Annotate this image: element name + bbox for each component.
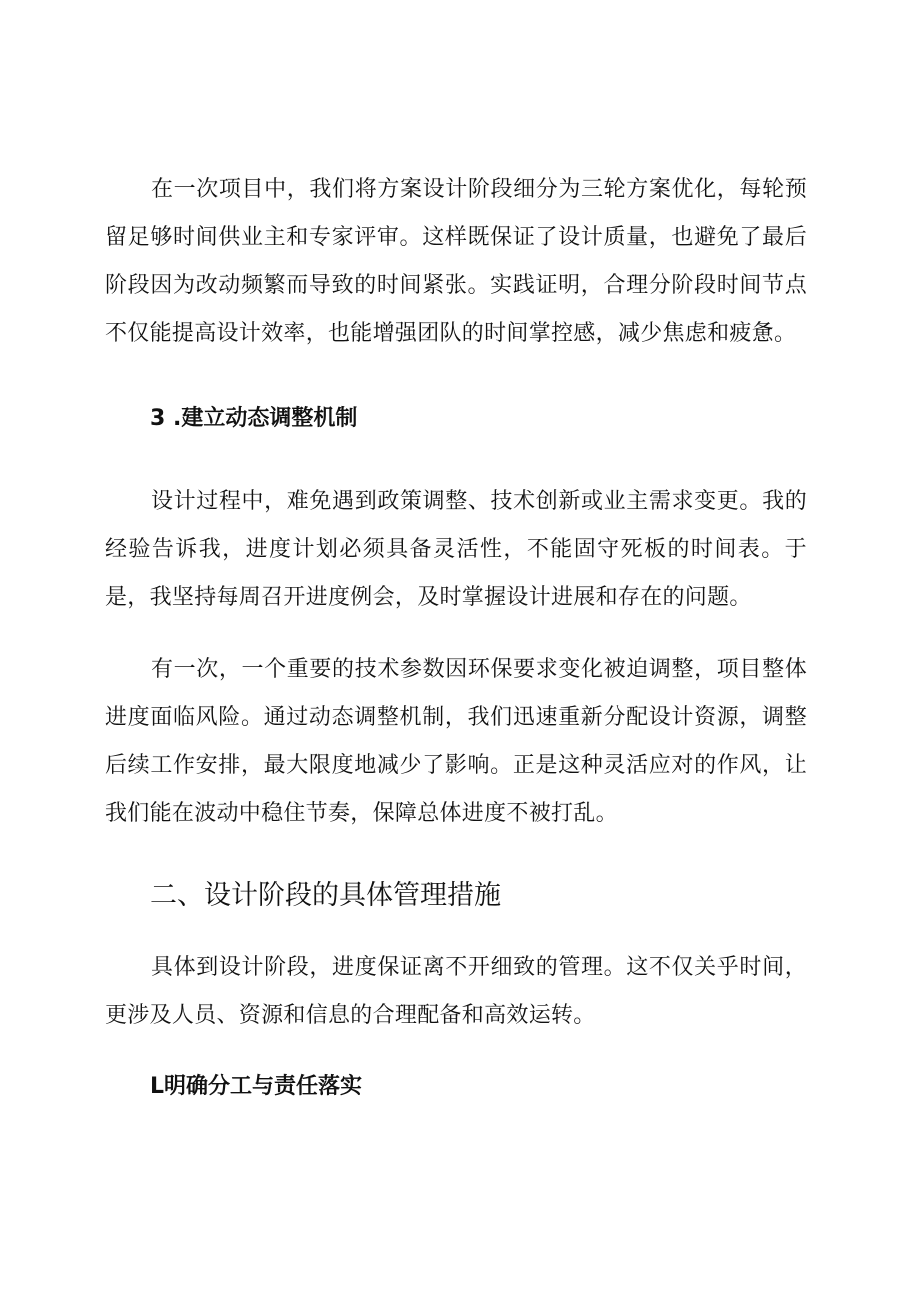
subsection-heading: L明确分工与责任落实 bbox=[150, 1074, 363, 1099]
section-heading: 3 .建立动态调整机制 bbox=[150, 406, 358, 431]
body-paragraph: 设计过程中，难免遇到政策调整、技术创新或业主需求变更。我的经验告诉我，进度计划必须具备灵活性，不能固守死板的时间表。于是，我坚持每周召开进度例会，及时掌握设计进展和存在的问题。 bbox=[105, 489, 807, 610]
body-paragraph: 在一次项目中，我们将方案设计阶段细分为三轮方案优化，每轮预留足够时间供业主和专家评审。这样既保证了设计质量，也避免了最后阶段因为改动频繁而导致的时间紧张。实践证明，合理分阶段时间节点不仅能提高设计效率，也能增强团队的时间掌控感，减少焦虑和疲惫。 bbox=[105, 177, 807, 346]
body-paragraph: 具体到设计阶段，进度保证离不开细致的管理。这不仅关乎时间，更涉及人员、资源和信息的合理配备和高效运转。 bbox=[105, 955, 807, 1028]
chapter-heading: 二、设计阶段的具体管理措施 bbox=[150, 880, 501, 911]
body-paragraph: 有一次，一个重要的技术参数因环保要求变化被迫调整，项目整体进度面临风险。通过动态调整机制，我们迅速重新分配设计资源，调整后续工作安排，最大限度地减少了影响。正是这种灵活应对的作风，让我们能在波动中稳住节奏，保障总体进度不被打乱。 bbox=[105, 657, 807, 826]
